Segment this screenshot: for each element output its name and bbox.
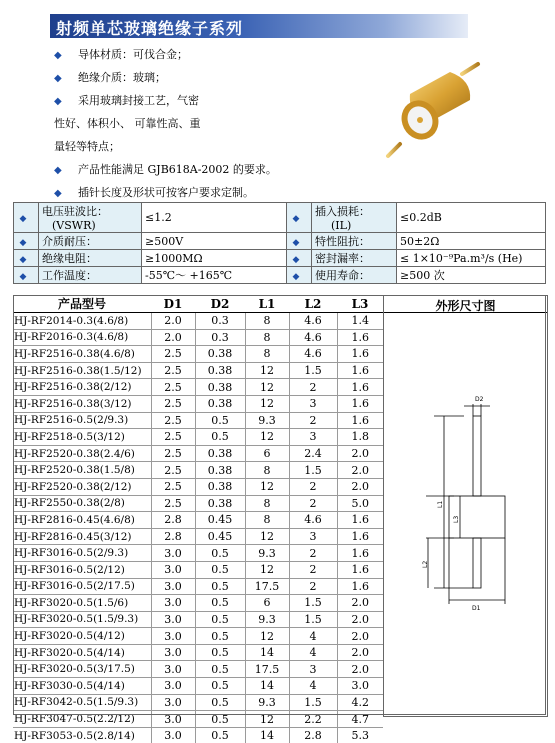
spec-label: 绝缘电阻：: [39, 250, 142, 267]
cell-l2: 3: [289, 395, 337, 412]
table-row: [13, 711, 383, 728]
table-row: [13, 362, 383, 379]
diamond-icon: ◆: [293, 255, 306, 265]
cell-d2: 0.5: [195, 661, 245, 678]
cell-l2: 1.5: [289, 694, 337, 711]
cell-l2: 1.5: [289, 595, 337, 612]
cell-model: HJ-RF2520-0.38(2/12): [13, 478, 151, 495]
cell-l3: 4.7: [337, 711, 383, 728]
col-header-l3: L3: [337, 295, 383, 313]
drawing-title: 外形尺寸图: [384, 297, 547, 314]
cell-d2: 0.38: [195, 395, 245, 412]
cell-l1: 12: [245, 379, 289, 396]
table-row: [13, 661, 383, 678]
cell-d2: 0.5: [195, 678, 245, 695]
spec-label: 工作温度：: [39, 267, 142, 284]
table-header-row: [13, 295, 383, 313]
cell-l1: 17.5: [245, 661, 289, 678]
cell-model: HJ-RF3042-0.5(1.5/9.3): [13, 694, 151, 711]
cell-d2: 0.38: [195, 495, 245, 512]
cell-d2: 0.5: [195, 412, 245, 429]
cell-d2: 0.5: [195, 595, 245, 612]
cell-d1: 2.5: [151, 478, 195, 495]
cell-l3: 2.0: [337, 445, 383, 462]
cell-l3: 1.6: [337, 379, 383, 396]
table-row: [13, 495, 383, 512]
feature-item: ◆ 采用玻璃封接工艺，气密: [54, 94, 199, 109]
table-row: [13, 512, 383, 529]
cell-l2: 2: [289, 545, 337, 562]
diamond-icon: ◆: [293, 272, 306, 282]
cell-l2: 4.6: [289, 313, 337, 330]
cell-model: HJ-RF3016-0.5(2/12): [13, 561, 151, 578]
cell-d1: 3.0: [151, 611, 195, 628]
cell-d1: 2.5: [151, 362, 195, 379]
cell-model: HJ-RF2516-0.38(2/12): [13, 379, 151, 396]
cell-model: HJ-RF3020-0.5(4/12): [13, 628, 151, 645]
cell-model: HJ-RF2516-0.38(3/12): [13, 395, 151, 412]
cell-l1: 8: [245, 346, 289, 363]
cell-l3: 1.6: [337, 395, 383, 412]
cell-l2: 2.8: [289, 727, 337, 743]
cell-l1: 8: [245, 495, 289, 512]
spec-row: [14, 267, 546, 284]
product-table: [13, 295, 383, 743]
spec-label: 电压驻波比：: [42, 203, 138, 219]
cell-l3: 3.0: [337, 678, 383, 695]
cell-l3: 1.6: [337, 578, 383, 595]
cell-l3: 1.6: [337, 512, 383, 529]
col-header-d2: D2: [195, 295, 245, 313]
cell-d2: 0.3: [195, 313, 245, 330]
cell-l1: 9.3: [245, 694, 289, 711]
cell-d1: 3.0: [151, 678, 195, 695]
cell-d1: 2.8: [151, 512, 195, 529]
spec-value: -55℃～ +165℃: [142, 267, 287, 284]
cell-l2: 4: [289, 678, 337, 695]
cell-l2: 1.5: [289, 611, 337, 628]
diamond-icon: ◆: [20, 255, 33, 265]
cell-d2: 0.38: [195, 346, 245, 363]
page-title: 射频单芯玻璃绝缘子系列: [56, 16, 243, 39]
cell-l3: 1.8: [337, 429, 383, 446]
col-header-l2: L2: [289, 295, 337, 313]
label-l2: L2: [422, 561, 429, 568]
feature-item: ◆ 产品性能满足 GJB618A-2002 的要求。: [54, 163, 277, 178]
cell-l1: 12: [245, 711, 289, 728]
cell-l2: 3: [289, 429, 337, 446]
table-row: [13, 379, 383, 396]
cell-l2: 4: [289, 628, 337, 645]
cell-d1: 2.5: [151, 346, 195, 363]
cell-l3: 5.0: [337, 495, 383, 512]
spec-label: 介质耐压：: [39, 233, 142, 250]
cell-d2: 0.45: [195, 512, 245, 529]
cell-d2: 0.5: [195, 628, 245, 645]
cell-model: HJ-RF2516-0.5(2/9.3): [13, 412, 151, 429]
cell-d2: 0.5: [195, 611, 245, 628]
cell-l2: 2: [289, 578, 337, 595]
cell-l3: 1.6: [337, 561, 383, 578]
cell-l1: 12: [245, 362, 289, 379]
label-d1: D1: [472, 605, 481, 612]
cell-d2: 0.3: [195, 329, 245, 346]
cell-d1: 3.0: [151, 578, 195, 595]
cell-model: HJ-RF3047-0.5(2.2/12): [13, 711, 151, 728]
cell-model: HJ-RF3020-0.5(1.5/6): [13, 595, 151, 612]
spec-value: ≥500 次: [397, 267, 546, 284]
cell-l2: 4.6: [289, 512, 337, 529]
cell-model: HJ-RF3020-0.5(4/14): [13, 644, 151, 661]
cell-l2: 4.6: [289, 346, 337, 363]
feature-text: 量轻等特点；: [54, 140, 120, 154]
cell-l1: 12: [245, 478, 289, 495]
cell-d1: 3.0: [151, 545, 195, 562]
cell-l2: 4.6: [289, 329, 337, 346]
table-row: [13, 578, 383, 595]
cell-l2: 2.2: [289, 711, 337, 728]
spec-label: 密封漏率：: [312, 250, 397, 267]
cell-d2: 0.5: [195, 429, 245, 446]
table-row: [13, 727, 383, 743]
spec-row: [14, 250, 546, 267]
cell-model: HJ-RF2518-0.5(3/12): [13, 429, 151, 446]
spec-label-sub: (IL): [315, 219, 393, 232]
cell-l3: 2.0: [337, 478, 383, 495]
bullet-icon: ◆: [54, 72, 78, 86]
drawing-title-divider: [384, 312, 547, 313]
col-header-model: 产品型号: [13, 295, 151, 313]
cell-l2: 2: [289, 412, 337, 429]
table-row: [13, 545, 383, 562]
cell-l1: 8: [245, 512, 289, 529]
cell-d1: 3.0: [151, 561, 195, 578]
cell-d1: 2.5: [151, 445, 195, 462]
table-row: [13, 478, 383, 495]
table-row: [13, 644, 383, 661]
cell-d1: 2.5: [151, 379, 195, 396]
cell-l1: 14: [245, 727, 289, 743]
diamond-icon: ◆: [20, 238, 33, 248]
cell-l3: 1.6: [337, 329, 383, 346]
title-bar: [50, 14, 468, 38]
cell-l3: 4.2: [337, 694, 383, 711]
cell-l2: 2: [289, 379, 337, 396]
spec-table: [13, 202, 546, 284]
cell-l1: 6: [245, 595, 289, 612]
cell-model: HJ-RF3020-0.5(3/17.5): [13, 661, 151, 678]
label-l1: L1: [437, 501, 444, 508]
bullet-icon: ◆: [54, 49, 78, 63]
cell-d2: 0.5: [195, 578, 245, 595]
cell-d1: 3.0: [151, 711, 195, 728]
table-row: [13, 628, 383, 645]
cell-l1: 8: [245, 313, 289, 330]
spec-label: 特性阻抗：: [312, 233, 397, 250]
table-row: [13, 678, 383, 695]
cell-d1: 2.5: [151, 495, 195, 512]
cell-d1: 3.0: [151, 628, 195, 645]
cell-model: HJ-RF3053-0.5(2.8/14): [13, 727, 151, 743]
table-row: [13, 395, 383, 412]
cell-l3: 2.0: [337, 595, 383, 612]
spec-row: [14, 203, 546, 233]
cell-l1: 9.3: [245, 611, 289, 628]
cell-model: HJ-RF2520-0.38(2.4/6): [13, 445, 151, 462]
spec-value: 50±2Ω: [397, 233, 546, 250]
spec-value: ≤0.2dB: [397, 203, 546, 233]
col-header-d1: D1: [151, 295, 195, 313]
cell-d2: 0.38: [195, 478, 245, 495]
cell-l3: 1.6: [337, 545, 383, 562]
cell-model: HJ-RF3030-0.5(4/14): [13, 678, 151, 695]
cell-model: HJ-RF2014-0.3(4.6/8): [13, 313, 151, 330]
cell-l3: 2.0: [337, 611, 383, 628]
cell-l1: 12: [245, 395, 289, 412]
spec-value: ≤1.2: [142, 203, 287, 233]
cell-l2: 2: [289, 561, 337, 578]
cell-d2: 0.5: [195, 694, 245, 711]
cell-d2: 0.5: [195, 727, 245, 743]
cell-d2: 0.38: [195, 379, 245, 396]
product-image: [380, 60, 490, 170]
cell-l1: 6: [245, 445, 289, 462]
table-row: [13, 694, 383, 711]
table-row: [13, 561, 383, 578]
spec-label-sub: (VSWR): [42, 219, 138, 232]
cell-l1: 8: [245, 329, 289, 346]
cell-d1: 2.5: [151, 462, 195, 479]
label-d2: D2: [475, 396, 484, 403]
cell-l1: 8: [245, 462, 289, 479]
table-row: [13, 595, 383, 612]
cell-model: HJ-RF2550-0.38(2/8): [13, 495, 151, 512]
cell-model: HJ-RF2516-0.38(4.6/8): [13, 346, 151, 363]
label-l3: L3: [453, 516, 460, 523]
cell-l3: 1.6: [337, 412, 383, 429]
cell-d1: 2.8: [151, 528, 195, 545]
cell-model: HJ-RF2516-0.38(1.5/12): [13, 362, 151, 379]
cell-l2: 3: [289, 661, 337, 678]
cell-l3: 1.6: [337, 528, 383, 545]
cell-d2: 0.5: [195, 711, 245, 728]
spec-row: [14, 233, 546, 250]
table-row: [13, 611, 383, 628]
dimension-drawing-panel: [383, 295, 548, 717]
cell-model: HJ-RF2016-0.3(4.6/8): [13, 329, 151, 346]
cell-d1: 3.0: [151, 644, 195, 661]
cell-model: HJ-RF2816-0.45(4.6/8): [13, 512, 151, 529]
spec-value: ≤ 1×10⁻⁹Pa.m³/s (He): [397, 250, 546, 267]
cell-l1: 9.3: [245, 545, 289, 562]
cell-l1: 12: [245, 528, 289, 545]
cell-l3: 1.6: [337, 346, 383, 363]
cell-model: HJ-RF2816-0.45(3/12): [13, 528, 151, 545]
diamond-icon: ◆: [20, 214, 33, 224]
cell-l3: 2.0: [337, 644, 383, 661]
cell-l2: 2: [289, 495, 337, 512]
feature-item: ◆ 导体材质：可伐合金；: [54, 48, 188, 63]
diamond-icon: ◆: [293, 238, 306, 248]
table-row: [13, 528, 383, 545]
cell-l2: 1.5: [289, 362, 337, 379]
spec-value: ≥500V: [142, 233, 287, 250]
cell-l2: 2.4: [289, 445, 337, 462]
col-header-l1: L1: [245, 295, 289, 313]
cell-model: HJ-RF3016-0.5(2/17.5): [13, 578, 151, 595]
cell-l1: 12: [245, 561, 289, 578]
cell-l1: 12: [245, 429, 289, 446]
table-row: [13, 445, 383, 462]
cell-d1: 3.0: [151, 661, 195, 678]
cell-model: HJ-RF2520-0.38(1.5/8): [13, 462, 151, 479]
cell-d1: 2.5: [151, 395, 195, 412]
dimension-drawing: [384, 316, 547, 714]
cell-l3: 5.3: [337, 727, 383, 743]
table-row: [13, 329, 383, 346]
cell-l2: 1.5: [289, 462, 337, 479]
cell-l2: 4: [289, 644, 337, 661]
cell-d2: 0.5: [195, 644, 245, 661]
spec-label: 使用寿命：: [312, 267, 397, 284]
feature-item: ◆ 绝缘介质：玻璃；: [54, 71, 166, 86]
table-row: [13, 313, 383, 330]
cell-l2: 2: [289, 478, 337, 495]
bullet-icon: ◆: [54, 187, 78, 201]
cell-d1: 3.0: [151, 694, 195, 711]
spec-value: ≥1000MΩ: [142, 250, 287, 267]
cell-l1: 14: [245, 678, 289, 695]
cell-d2: 0.38: [195, 362, 245, 379]
feature-item: ◆ 插针长度及形状可按客户要求定制。: [54, 186, 254, 201]
cell-d1: 3.0: [151, 727, 195, 743]
feature-text: 性好、体积小、 可靠性高、重: [54, 117, 201, 131]
cell-model: HJ-RF3016-0.5(2/9.3): [13, 545, 151, 562]
cell-d2: 0.38: [195, 462, 245, 479]
cell-l1: 9.3: [245, 412, 289, 429]
cell-d2: 0.5: [195, 545, 245, 562]
cell-d2: 0.45: [195, 528, 245, 545]
cell-l1: 14: [245, 644, 289, 661]
cell-l1: 17.5: [245, 578, 289, 595]
cell-d1: 2.5: [151, 429, 195, 446]
cell-l3: 2.0: [337, 628, 383, 645]
table-row: [13, 462, 383, 479]
cell-d2: 0.38: [195, 445, 245, 462]
cell-l3: 1.6: [337, 362, 383, 379]
cell-l3: 2.0: [337, 661, 383, 678]
diamond-icon: ◆: [293, 214, 306, 224]
cell-l3: 1.4: [337, 313, 383, 330]
table-row: [13, 412, 383, 429]
cell-d1: 2.0: [151, 313, 195, 330]
table-row: [13, 429, 383, 446]
spec-label: 插入损耗：: [315, 203, 393, 219]
cell-d1: 2.5: [151, 412, 195, 429]
table-body: [13, 313, 383, 743]
table-row: [13, 346, 383, 363]
bullet-icon: ◆: [54, 95, 78, 109]
cell-l2: 3: [289, 528, 337, 545]
diamond-icon: ◆: [20, 272, 33, 282]
cell-l3: 2.0: [337, 462, 383, 479]
cell-d1: 2.0: [151, 329, 195, 346]
cell-model: HJ-RF3020-0.5(1.5/9.3): [13, 611, 151, 628]
bullet-icon: ◆: [54, 164, 78, 178]
cell-d2: 0.5: [195, 561, 245, 578]
cell-d1: 3.0: [151, 595, 195, 612]
cell-l1: 12: [245, 628, 289, 645]
